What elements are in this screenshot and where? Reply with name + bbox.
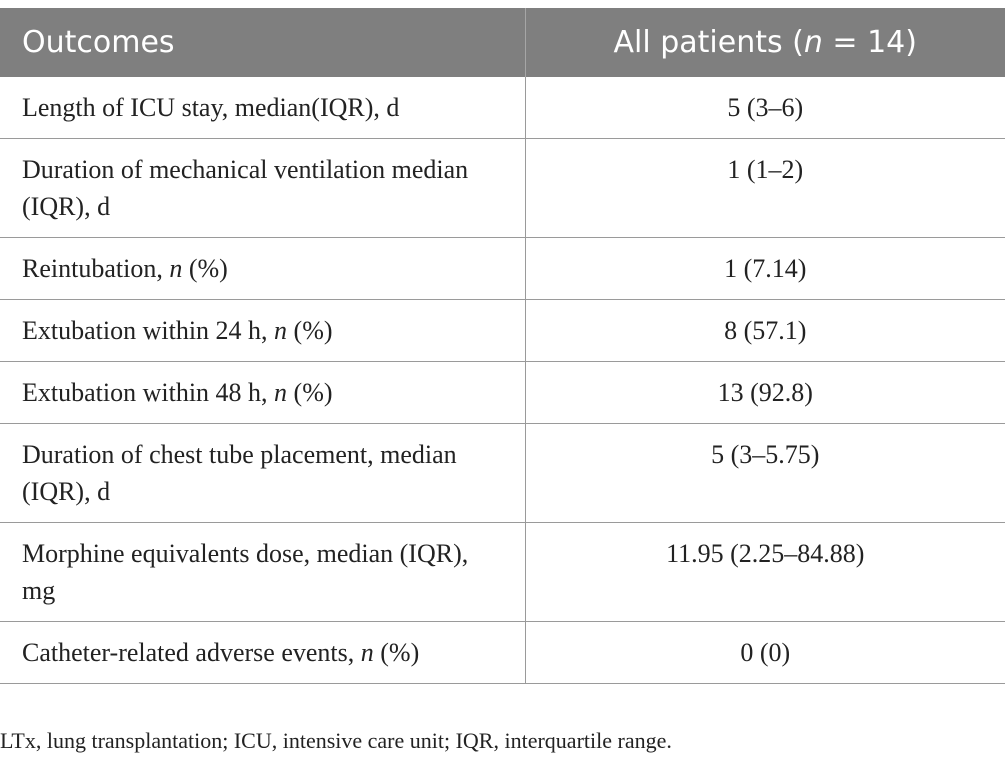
value-cell	[525, 523, 1005, 622]
value-cell	[525, 424, 1005, 523]
value-text: 13 (92.8)	[717, 378, 813, 407]
value-cell	[525, 300, 1005, 362]
value-cell	[525, 238, 1005, 300]
header-outcomes-label: Outcomes	[22, 25, 175, 60]
outcome-label: Catheter-related adverse events,	[22, 638, 361, 667]
outcome-label-suffix: (%)	[373, 638, 420, 667]
header-all-patients-label	[526, 25, 1005, 60]
outcome-cell	[0, 238, 525, 300]
header-all-patients	[525, 8, 1005, 77]
header-all-patients-suffix: = 14)	[822, 25, 917, 60]
outcome-n-symbol: n	[274, 316, 288, 345]
value-cell	[525, 77, 1005, 139]
value-text: 5 (3–5.75)	[711, 440, 820, 469]
header-n-symbol: n	[803, 25, 823, 60]
value-cell	[525, 139, 1005, 238]
outcome-n-symbol: n	[274, 378, 288, 407]
table-row	[0, 424, 1005, 523]
outcome-cell	[0, 300, 525, 362]
value-text: 0 (0)	[740, 638, 791, 667]
table-header-row	[0, 8, 1005, 77]
value-text: 5 (3–6)	[727, 93, 804, 122]
table-footnote: LTx, lung transplantation; ICU, intensive care unit; IQR, interquartile range.	[0, 728, 672, 753]
value-text: 1 (7.14)	[724, 254, 807, 283]
value-text: 1 (1–2)	[727, 155, 804, 184]
outcome-cell	[0, 523, 525, 622]
outcome-label: Extubation within 24 h,	[22, 316, 275, 345]
outcome-cell	[0, 362, 525, 424]
header-outcomes	[0, 8, 525, 77]
outcome-n-symbol: n	[360, 638, 374, 667]
outcomes-table	[0, 8, 1005, 684]
outcome-n-symbol: n	[169, 254, 183, 283]
outcomes-table-container	[0, 8, 1005, 684]
table-row	[0, 362, 1005, 424]
value-text: 11.95 (2.25–84.88)	[666, 539, 865, 568]
table-row	[0, 622, 1005, 684]
outcome-cell	[0, 622, 525, 684]
table-row	[0, 300, 1005, 362]
table-row	[0, 238, 1005, 300]
outcome-label-suffix: (%)	[182, 254, 228, 283]
table-row	[0, 139, 1005, 238]
outcome-cell	[0, 424, 525, 523]
outcome-label: Duration of mechanical ventilation median (IQR), d	[22, 155, 469, 221]
outcome-label: Reintubation,	[22, 254, 170, 283]
outcome-label: Length of ICU stay, median(IQR), d	[22, 93, 400, 122]
outcome-label: Duration of chest tube placement, median (IQR), d	[22, 440, 457, 506]
table-row	[0, 523, 1005, 622]
outcome-label: Extubation within 48 h,	[22, 378, 275, 407]
value-cell	[525, 362, 1005, 424]
value-cell	[525, 622, 1005, 684]
outcome-label-suffix: (%)	[287, 378, 333, 407]
value-text: 8 (57.1)	[724, 316, 807, 345]
header-all-patients-prefix: All patients (	[613, 25, 804, 60]
outcome-cell	[0, 139, 525, 238]
outcome-cell	[0, 77, 525, 139]
table-row	[0, 77, 1005, 139]
outcome-label-suffix: (%)	[287, 316, 333, 345]
outcome-label: Morphine equivalents dose, median (IQR), mg	[22, 539, 469, 605]
